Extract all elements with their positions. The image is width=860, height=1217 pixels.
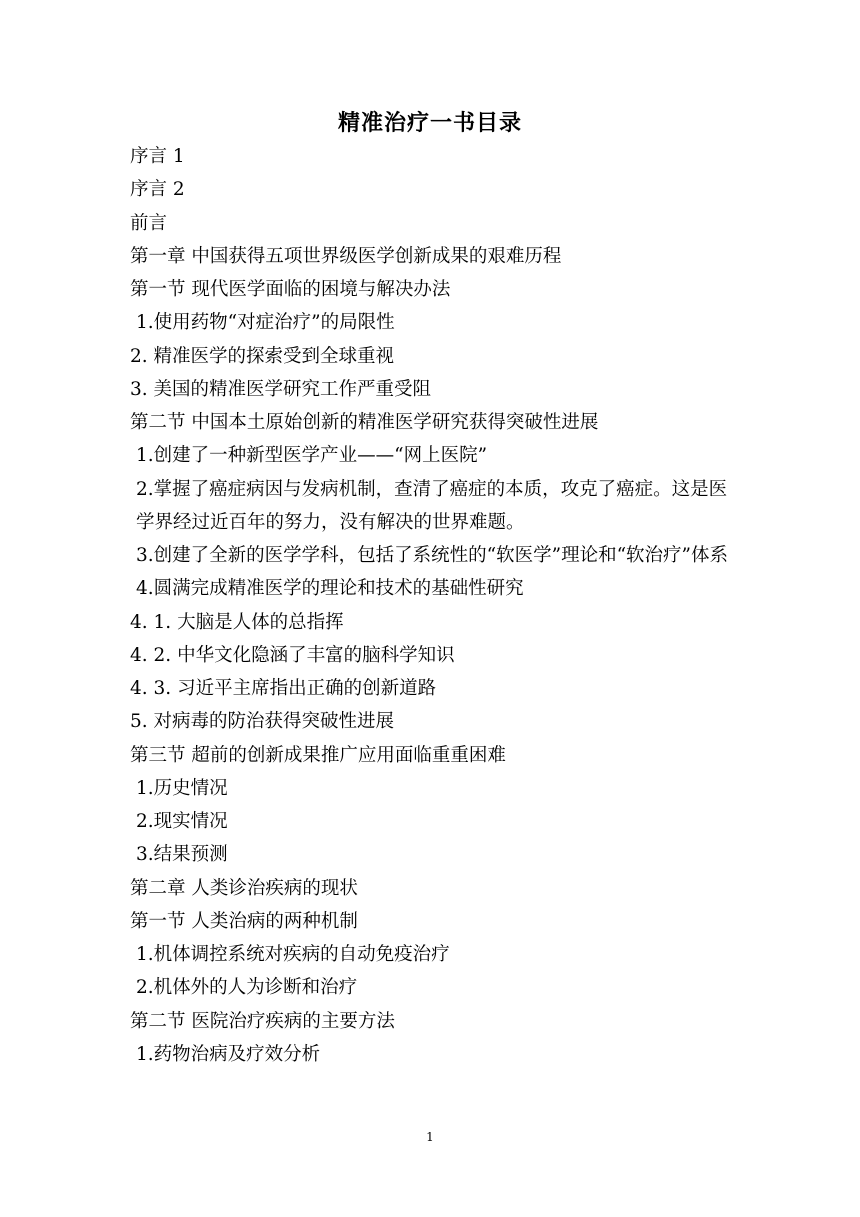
- toc-entry: 2.机体外的人为诊断和治疗: [136, 977, 358, 999]
- toc-entry: 第二节 医院治疗疾病的主要方法: [130, 1010, 395, 1032]
- toc-entry: 前言: [130, 212, 168, 234]
- toc-entry: 第二章 人类诊治疾病的现状: [130, 877, 358, 899]
- toc-entry: 4. 2. 中华文化隐涵了丰富的脑科学知识: [130, 644, 455, 666]
- toc-entry: 5. 对病毒的防治获得突破性进展: [130, 711, 395, 733]
- toc-entry: 序言 1: [130, 146, 185, 167]
- toc-entry: 2. 精准医学的探索受到全球重视: [130, 345, 395, 367]
- toc-entry: 4. 3. 习近平主席指出正确的创新道路: [130, 678, 437, 699]
- toc-entry: 第一章 中国获得五项世界级医学创新成果的艰难历程: [130, 245, 562, 267]
- toc-entry: 第三节 超前的创新成果推广应用面临重重困难: [130, 744, 506, 766]
- toc-entry: 序言 2: [130, 179, 185, 201]
- toc-entry: 1.使用药物“对症治疗”的局限性: [136, 312, 395, 334]
- document-title: 精准治疗一书目录: [337, 111, 522, 136]
- toc-entry: 1.机体调控系统对疾病的自动免疫治疗: [136, 944, 450, 965]
- page-number: 1: [426, 1130, 434, 1144]
- toc-entry: 第一节 人类治病的两种机制: [130, 910, 358, 932]
- toc-entry: 第二节 中国本土原始创新的精准医学研究获得突破性进展: [130, 412, 599, 433]
- toc-entry: 3.创建了全新的医学学科，包括了系统性的“软医学”理论和“软治疗”体系: [136, 545, 728, 566]
- toc-entry: 1.历史情况: [136, 777, 228, 799]
- toc-entry: 4.圆满完成精准医学的理论和技术的基础性研究: [136, 578, 524, 600]
- toc-entry: 4. 1. 大脑是人体的总指挥: [130, 611, 344, 633]
- toc-entry: 3.结果预测: [136, 844, 228, 866]
- toc-entry: 1.创建了一种新型医学产业——“网上医院”: [136, 445, 488, 467]
- toc-entry: 2.现实情况: [136, 811, 228, 832]
- table-of-contents: [130, 140, 740, 1071]
- toc-entry: 第一节 现代医学面临的困境与解决办法: [130, 279, 451, 300]
- toc-entry: 2.掌握了癌症病因与发病机制，查清了癌症的本质，攻克了癌症。这是医学界经过近百年的努力，没有解决的世界难题。: [136, 478, 728, 533]
- toc-entry: 1.药物治病及疗效分析: [136, 1043, 321, 1065]
- toc-entry: 3. 美国的精准医学研究工作严重受阻: [130, 378, 432, 400]
